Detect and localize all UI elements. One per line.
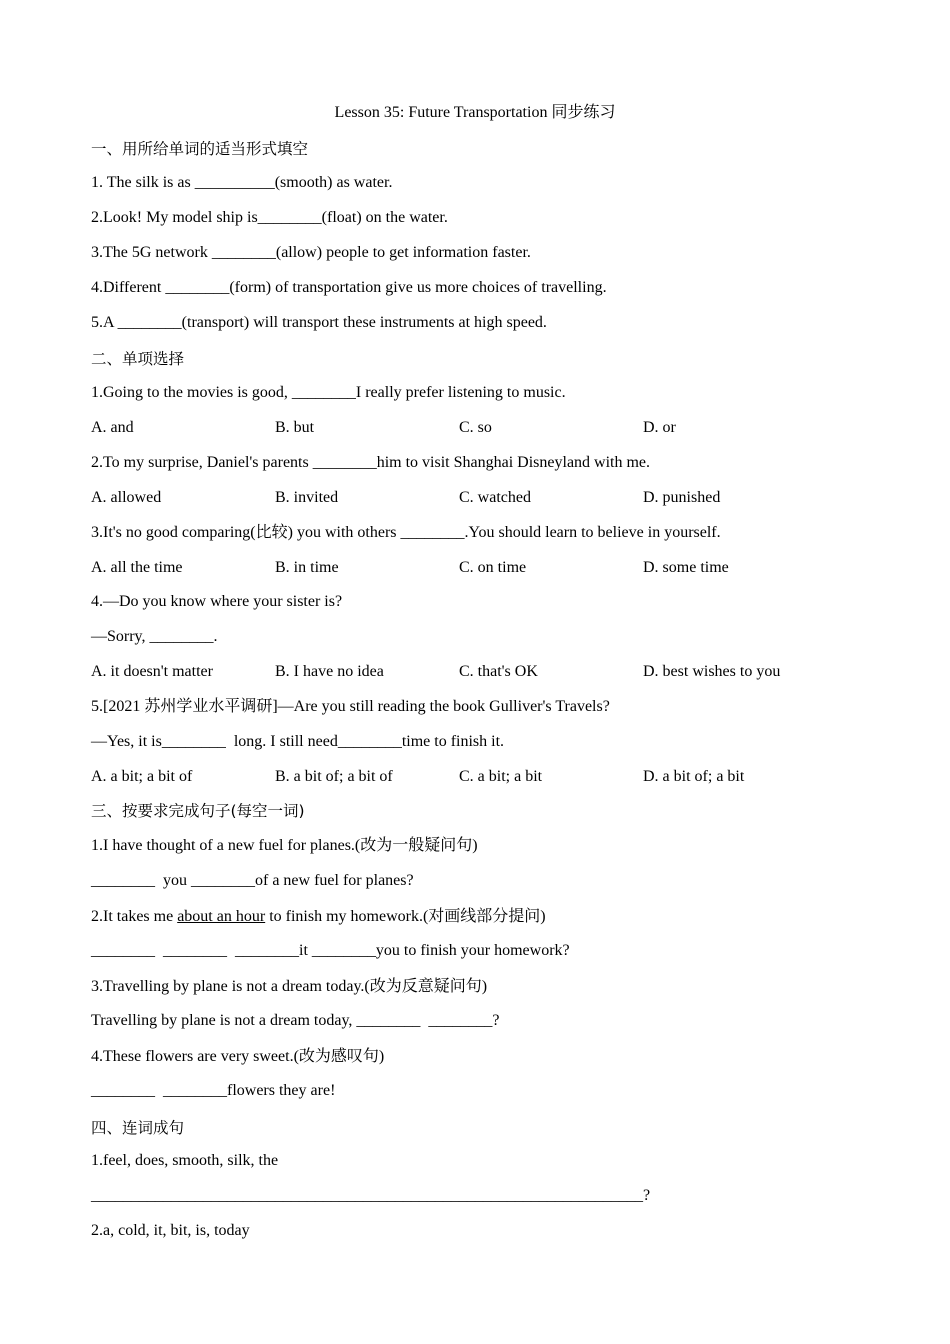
page-title: Lesson 35: Future Transportation 同步练习 xyxy=(334,104,616,121)
s1-question-1: 1. The silk is as __________(smooth) as water. xyxy=(91,174,393,191)
s2-q2-option-c: C. watched xyxy=(459,489,531,506)
s2-q4-option-a: A. it doesn't matter xyxy=(91,663,213,680)
s1-question-4: 4.Different ________(form) of transportation give us more choices of travelling. xyxy=(91,279,607,296)
s2-q4-reply: —Sorry, ________. xyxy=(91,628,218,645)
s2-q4-option-b: B. I have no idea xyxy=(275,663,384,680)
s3-question-1: 1.I have thought of a new fuel for planes.(改为一般疑问句) xyxy=(91,837,478,854)
s3-answer-2: ________ ________ ________it ________you to finish your homework? xyxy=(91,942,570,959)
s3-question-2 xyxy=(91,907,546,927)
section-1-heading: 一、用所给单词的适当形式填空 xyxy=(91,140,309,158)
s2-q2-option-b: B. invited xyxy=(275,489,339,506)
s4-question-1: 1.feel, does, smooth, silk, the xyxy=(91,1152,279,1169)
s2-question-1: 1.Going to the movies is good, ________I really prefer listening to music. xyxy=(91,384,566,401)
s2-q5-option-c: C. a bit; a bit xyxy=(459,768,543,785)
s3-question-3: 3.Travelling by plane is not a dream today.(改为反意疑问句) xyxy=(91,978,488,995)
s2-q3-option-b: B. in time xyxy=(275,559,339,576)
s4-question-2: 2.a, cold, it, bit, is, today xyxy=(91,1222,250,1239)
s3-q2-suffix: to finish my homework.(对画线部分提问) xyxy=(265,908,546,925)
s2-q5-option-d: D. a bit of; a bit xyxy=(643,768,745,785)
s1-question-5: 5.A ________(transport) will transport these instruments at high speed. xyxy=(91,314,547,331)
section-2-heading: 二、单项选择 xyxy=(91,350,185,368)
s2-q1-option-a: A. and xyxy=(91,419,134,436)
s1-question-3: 3.The 5G network ________(allow) people to get information faster. xyxy=(91,244,531,261)
s2-q5-option-a: A. a bit; a bit of xyxy=(91,768,193,785)
s2-q3-option-d: D. some time xyxy=(643,559,729,576)
s1-question-2: 2.Look! My model ship is________(float) on the water. xyxy=(91,209,448,226)
s2-question-2: 2.To my surprise, Daniel's parents ________him to visit Shanghai Disneyland with me. xyxy=(91,454,651,471)
s2-q1-option-d: D. or xyxy=(643,419,676,436)
s2-q5-option-b: B. a bit of; a bit of xyxy=(275,768,393,785)
s3-answer-3: Travelling by plane is not a dream today, ________ ________? xyxy=(91,1012,500,1029)
s3-answer-4: ________ ________flowers they are! xyxy=(91,1082,336,1099)
s3-answer-1: ________ you ________of a new fuel for planes? xyxy=(91,872,414,889)
section-3-heading: 三、按要求完成句子(每空一词) xyxy=(91,802,305,820)
s2-q2-option-d: D. punished xyxy=(643,489,721,506)
s2-question-4: 4.—Do you know where your sister is? xyxy=(91,593,343,610)
s3-q2-underlined-phrase: about an hour xyxy=(177,908,266,925)
s2-q4-option-c: C. that's OK xyxy=(459,663,538,680)
s4-answer-line-1: _____________________________________________________________________? xyxy=(91,1187,651,1204)
s3-q2-prefix: 2.It takes me xyxy=(91,908,178,925)
s2-q3-option-c: C. on time xyxy=(459,559,527,576)
s2-question-3: 3.It's no good comparing(比较) you with others ________.You should learn to believe in yourself. xyxy=(91,524,721,541)
s2-question-5: 5.[2021 苏州学业水平调研]—Are you still reading the book Gulliver's Travels? xyxy=(91,698,610,715)
s2-q5-reply: —Yes, it is________ long. I still need________time to finish it. xyxy=(91,733,505,750)
s3-question-4: 4.These flowers are very sweet.(改为感叹句) xyxy=(91,1048,385,1065)
s2-q4-option-d: D. best wishes to you xyxy=(643,663,781,680)
section-4-heading: 四、连词成句 xyxy=(91,1119,185,1137)
s2-q1-option-b: B. but xyxy=(275,419,315,436)
s2-q2-option-a: A. allowed xyxy=(91,489,162,506)
s2-q1-option-c: C. so xyxy=(459,419,492,436)
s2-q3-option-a: A. all the time xyxy=(91,559,183,576)
